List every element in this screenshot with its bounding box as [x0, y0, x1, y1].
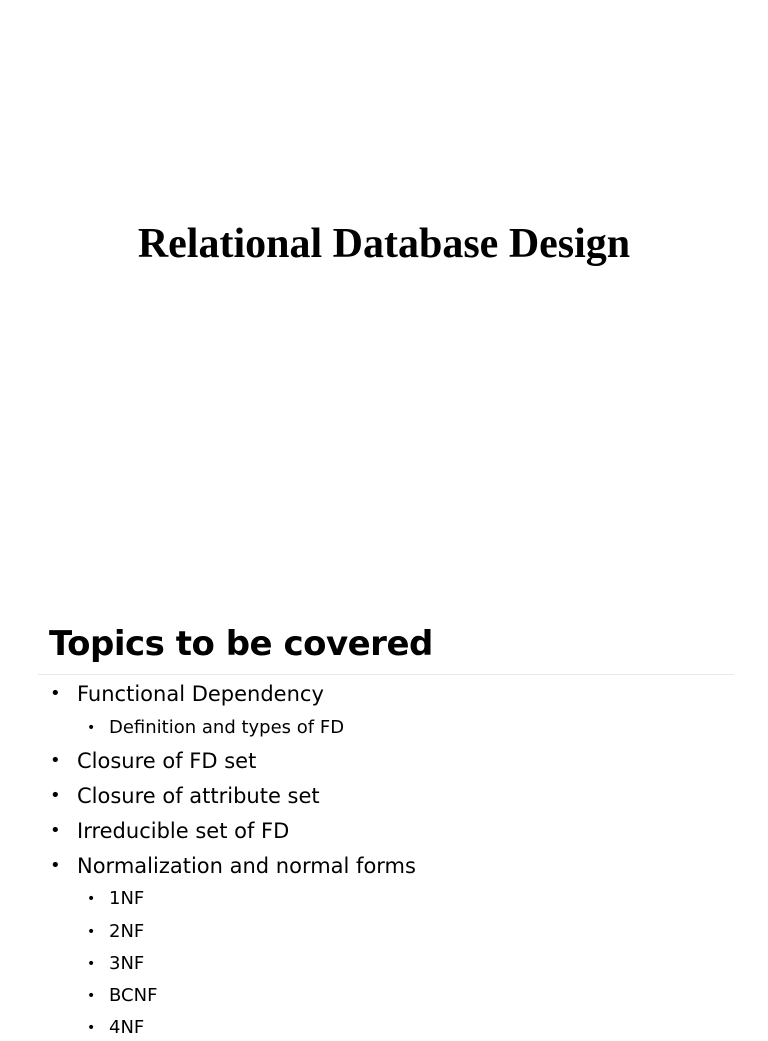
bullet-text: 3NF — [109, 953, 145, 974]
bullet-dot-icon: • — [87, 956, 96, 972]
bullet-dot-icon: • — [50, 855, 61, 876]
heading-divider — [38, 674, 734, 675]
bullet-dot-icon: • — [50, 820, 61, 841]
bullet-dot-icon: • — [87, 988, 96, 1004]
sub-bullet-item — [87, 715, 344, 741]
bullet-dot-icon: • — [50, 683, 61, 704]
bullet-item — [50, 746, 256, 776]
bullet-item — [50, 851, 416, 881]
sub-bullet-item — [87, 919, 144, 945]
topics-heading: Topics to be covered — [49, 624, 433, 664]
bullet-text: Normalization and normal forms — [77, 854, 416, 878]
bullet-text: 2NF — [109, 921, 145, 942]
bullet-item — [50, 816, 289, 846]
bullet-dot-icon: • — [87, 891, 96, 907]
bullet-dot-icon: • — [87, 720, 96, 736]
bullet-text: Functional Dependency — [77, 682, 324, 706]
sub-bullet-item — [87, 951, 144, 977]
sub-bullet-item — [87, 886, 144, 912]
bullet-text: BCNF — [109, 985, 158, 1006]
bullet-text: Irreducible set of FD — [77, 819, 290, 843]
bullet-text: Definition and types of FD — [109, 717, 345, 738]
bullet-text: 1NF — [109, 888, 145, 909]
bullet-dot-icon: • — [87, 924, 96, 940]
bullet-item — [50, 781, 320, 811]
bullet-text: Closure of attribute set — [77, 784, 320, 808]
sub-bullet-item — [87, 983, 157, 1009]
topics-slide — [0, 580, 768, 1038]
bullet-dot-icon: • — [50, 785, 61, 806]
bullet-text: Closure of FD set — [77, 749, 257, 773]
sub-bullet-item — [87, 1015, 144, 1041]
slide-title: Relational Database Design — [137, 221, 631, 267]
bullet-dot-icon: • — [87, 1020, 96, 1036]
bullet-item — [50, 679, 324, 709]
bullet-dot-icon: • — [50, 750, 61, 771]
bullet-text: 4NF — [109, 1017, 145, 1038]
